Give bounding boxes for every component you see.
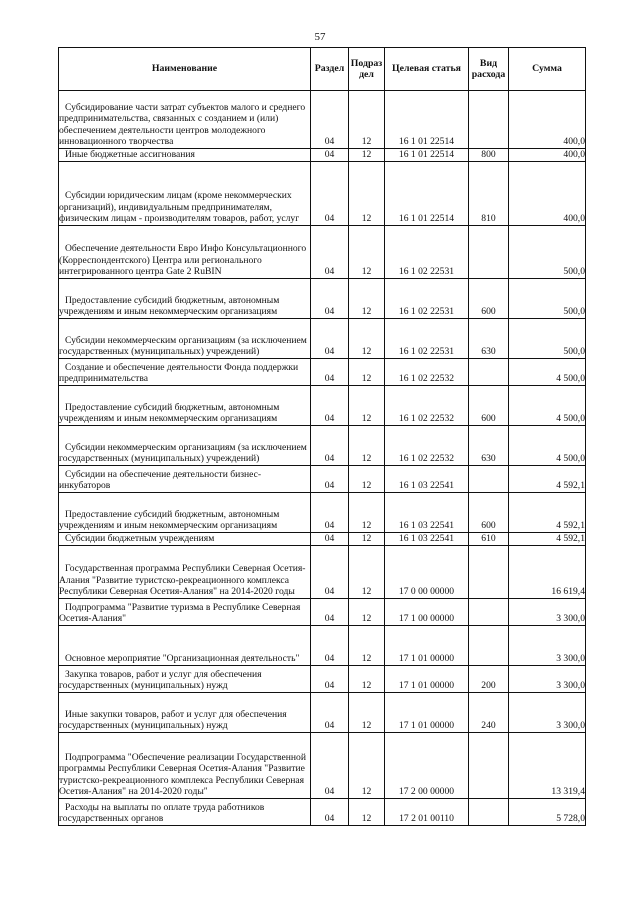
row-razdel: 04 — [311, 386, 349, 426]
row-summa: 4 592,1 — [509, 533, 586, 546]
row-name-cell — [59, 386, 311, 426]
row-razdel: 04 — [311, 666, 349, 693]
row-celevaya: 16 1 01 22514 — [385, 162, 469, 226]
row-celevaya: 17 2 00 00000 — [385, 733, 469, 799]
row-celevaya: 16 1 03 22541 — [385, 493, 469, 533]
row-podrazdel: 12 — [349, 599, 385, 626]
row-razdel: 04 — [311, 466, 349, 493]
row-podrazdel: 12 — [349, 493, 385, 533]
row-vid — [469, 466, 509, 493]
row-razdel: 04 — [311, 733, 349, 799]
row-razdel: 04 — [311, 149, 349, 162]
budget-table — [58, 47, 586, 826]
row-name: Закупка товаров, работ и услуг для обеспечения государственных (муниципальных) нужд — [59, 668, 262, 692]
row-name: Предоставление субсидий бюджетным, автономным учреждениям и иным некоммерческим организациям — [59, 508, 280, 532]
row-vid: 600 — [469, 386, 509, 426]
row-name: Субсидии некоммерческим организациям (за исключением государственных (муниципальных) учреждений) — [59, 334, 307, 358]
table-row — [59, 666, 586, 693]
row-razdel: 04 — [311, 226, 349, 279]
row-vid — [469, 626, 509, 666]
row-summa: 400,0 — [509, 162, 586, 226]
table-row — [59, 493, 586, 533]
row-podrazdel: 12 — [349, 693, 385, 733]
table-header-row — [59, 48, 586, 91]
row-summa: 4 592,1 — [509, 466, 586, 493]
row-celevaya: 16 1 02 22531 — [385, 279, 469, 319]
row-summa: 500,0 — [509, 319, 586, 359]
row-summa: 3 300,0 — [509, 666, 586, 693]
row-vid: 630 — [469, 319, 509, 359]
page-number: 57 — [314, 31, 326, 43]
row-razdel: 04 — [311, 493, 349, 533]
row-name-cell — [59, 162, 311, 226]
row-celevaya: 16 1 03 22541 — [385, 533, 469, 546]
row-summa: 4 500,0 — [509, 359, 586, 386]
row-podrazdel: 12 — [349, 226, 385, 279]
row-summa: 13 319,4 — [509, 733, 586, 799]
row-name-cell — [59, 546, 311, 599]
row-podrazdel: 12 — [349, 162, 385, 226]
row-vid: 630 — [469, 426, 509, 466]
row-summa: 4 500,0 — [509, 426, 586, 466]
table-row — [59, 162, 586, 226]
table-row — [59, 91, 586, 149]
table-row — [59, 466, 586, 493]
row-name-cell — [59, 626, 311, 666]
row-podrazdel: 12 — [349, 91, 385, 149]
row-name: Подпрограмма "Обеспечение реализации Государственной программы Республики Северная Осетия-Алания "Развитие туристско-рекреационного комплекса Республики Северная Осетия-Алания" на 2014-2020 годы" — [59, 751, 306, 798]
row-name-cell — [59, 466, 311, 493]
row-podrazdel: 12 — [349, 626, 385, 666]
row-celevaya: 16 1 02 22532 — [385, 386, 469, 426]
row-summa: 3 300,0 — [509, 693, 586, 733]
row-celevaya: 16 1 01 22514 — [385, 91, 469, 149]
row-name-cell — [59, 493, 311, 533]
row-vid: 610 — [469, 533, 509, 546]
row-name-cell — [59, 426, 311, 466]
row-razdel: 04 — [311, 279, 349, 319]
row-summa: 500,0 — [509, 226, 586, 279]
row-podrazdel: 12 — [349, 426, 385, 466]
row-celevaya: 17 1 00 00000 — [385, 599, 469, 626]
row-name: Субсидии бюджетным учреждениям — [65, 533, 215, 545]
row-podrazdel: 12 — [349, 359, 385, 386]
row-summa: 4 500,0 — [509, 386, 586, 426]
row-vid: 240 — [469, 693, 509, 733]
row-summa: 400,0 — [509, 91, 586, 149]
row-name: Основное мероприятие "Организационная деятельность" — [65, 653, 300, 665]
header-vid-rashoda: Вид расхода — [469, 48, 509, 91]
row-razdel: 04 — [311, 546, 349, 599]
row-name: Иные закупки товаров, работ и услуг для обеспечения государственных (муниципальных) нужд — [59, 708, 287, 732]
row-razdel: 04 — [311, 626, 349, 666]
row-celevaya: 16 1 01 22514 — [385, 149, 469, 162]
table-row — [59, 149, 586, 162]
row-celevaya: 17 1 01 00000 — [385, 666, 469, 693]
header-name: Наименование — [59, 48, 311, 91]
row-summa: 3 300,0 — [509, 599, 586, 626]
table-row — [59, 359, 586, 386]
row-name-cell — [59, 533, 311, 546]
row-name: Иные бюджетные ассигнования — [65, 149, 195, 161]
row-podrazdel: 12 — [349, 319, 385, 359]
row-podrazdel: 12 — [349, 799, 385, 826]
row-summa: 3 300,0 — [509, 626, 586, 666]
row-vid — [469, 599, 509, 626]
row-vid — [469, 359, 509, 386]
row-name-cell — [59, 149, 311, 162]
row-vid: 600 — [469, 493, 509, 533]
row-summa: 16 619,4 — [509, 546, 586, 599]
row-name-cell — [59, 359, 311, 386]
row-name: Субсидирование части затрат субъектов малого и среднего предпринимательства, связанных с созданием и (или) обеспечением деятельности центров молодежного инновационного творчества — [59, 101, 306, 148]
row-name: Субсидии юридическим лицам (кроме некоммерческих организаций), индивидуальным предпринимателям, физическим лицам - производителям товаров, работ, услуг — [59, 190, 300, 225]
row-vid — [469, 226, 509, 279]
row-name: Государственная программа Республики Северная Осетия-Алания "Развитие туристско-рекреационного комплекса Республики Северная Осетия-Алания" на 2014-2020 годы — [59, 563, 306, 598]
table-row — [59, 319, 586, 359]
row-name-cell — [59, 279, 311, 319]
row-podrazdel: 12 — [349, 279, 385, 319]
row-name: Субсидии некоммерческим организациям (за исключением государственных (муниципальных) учреждений) — [59, 441, 307, 465]
row-name-cell — [59, 693, 311, 733]
row-celevaya: 16 1 02 22531 — [385, 319, 469, 359]
row-name: Подпрограмма "Развитие туризма в Республике Северная Осетия-Алания" — [59, 601, 301, 625]
row-name: Предоставление субсидий бюджетным, автономным учреждениям и иным некоммерческим организациям — [59, 294, 280, 318]
row-razdel: 04 — [311, 799, 349, 826]
row-name: Расходы на выплаты по оплате труда работников государственных органов — [59, 801, 265, 825]
row-name: Обеспечение деятельности Евро Инфо Консультационного (Корреспондентского) Центра или регионального интегрированного центра Gate 2 RuBIN — [59, 243, 307, 278]
header-razdel: Раздел — [311, 48, 349, 91]
header-celevaya-statya: Целевая статья — [385, 48, 469, 91]
row-razdel: 04 — [311, 162, 349, 226]
row-name-cell — [59, 799, 311, 826]
table-row — [59, 599, 586, 626]
table-row — [59, 226, 586, 279]
row-celevaya: 17 1 01 00000 — [385, 626, 469, 666]
row-podrazdel: 12 — [349, 546, 385, 599]
row-vid: 810 — [469, 162, 509, 226]
table-row — [59, 546, 586, 599]
table-row — [59, 426, 586, 466]
row-summa: 400,0 — [509, 149, 586, 162]
row-vid: 600 — [469, 279, 509, 319]
row-summa: 500,0 — [509, 279, 586, 319]
table-row — [59, 799, 586, 826]
row-podrazdel: 12 — [349, 386, 385, 426]
row-podrazdel: 12 — [349, 466, 385, 493]
row-name-cell — [59, 91, 311, 149]
row-summa: 5 728,0 — [509, 799, 586, 826]
row-podrazdel: 12 — [349, 733, 385, 799]
row-vid: 200 — [469, 666, 509, 693]
row-podrazdel: 12 — [349, 666, 385, 693]
row-name: Субсидии на обеспечение деятельности бизнес-инкубаторов — [59, 468, 262, 492]
row-podrazdel: 12 — [349, 149, 385, 162]
row-name-cell — [59, 226, 311, 279]
table-row — [59, 386, 586, 426]
row-razdel: 04 — [311, 426, 349, 466]
row-podrazdel: 12 — [349, 533, 385, 546]
row-celevaya: 17 1 01 00000 — [385, 693, 469, 733]
row-name: Предоставление субсидий бюджетным, автономным учреждениям и иным некоммерческим организациям — [59, 401, 280, 425]
row-razdel: 04 — [311, 359, 349, 386]
row-razdel: 04 — [311, 319, 349, 359]
row-summa: 4 592,1 — [509, 493, 586, 533]
row-celevaya: 16 1 03 22541 — [385, 466, 469, 493]
header-podrazdel: Подраз дел — [349, 48, 385, 91]
row-razdel: 04 — [311, 533, 349, 546]
table-row — [59, 693, 586, 733]
header-summa: Сумма — [509, 48, 586, 91]
row-vid — [469, 91, 509, 149]
row-celevaya: 16 1 02 22531 — [385, 226, 469, 279]
row-celevaya: 17 2 01 00110 — [385, 799, 469, 826]
row-razdel: 04 — [311, 599, 349, 626]
table-row — [59, 733, 586, 799]
row-celevaya: 16 1 02 22532 — [385, 426, 469, 466]
row-razdel: 04 — [311, 693, 349, 733]
row-name: Создание и обеспечение деятельности Фонда поддержки предпринимательства — [59, 361, 299, 385]
row-celevaya: 16 1 02 22532 — [385, 359, 469, 386]
row-celevaya: 17 0 00 00000 — [385, 546, 469, 599]
row-name-cell — [59, 599, 311, 626]
row-razdel: 04 — [311, 91, 349, 149]
row-name-cell — [59, 733, 311, 799]
table-row — [59, 626, 586, 666]
row-vid — [469, 733, 509, 799]
row-vid — [469, 546, 509, 599]
row-vid: 800 — [469, 149, 509, 162]
table-row — [59, 279, 586, 319]
table-row — [59, 533, 586, 546]
row-name-cell — [59, 666, 311, 693]
row-vid — [469, 799, 509, 826]
row-name-cell — [59, 319, 311, 359]
